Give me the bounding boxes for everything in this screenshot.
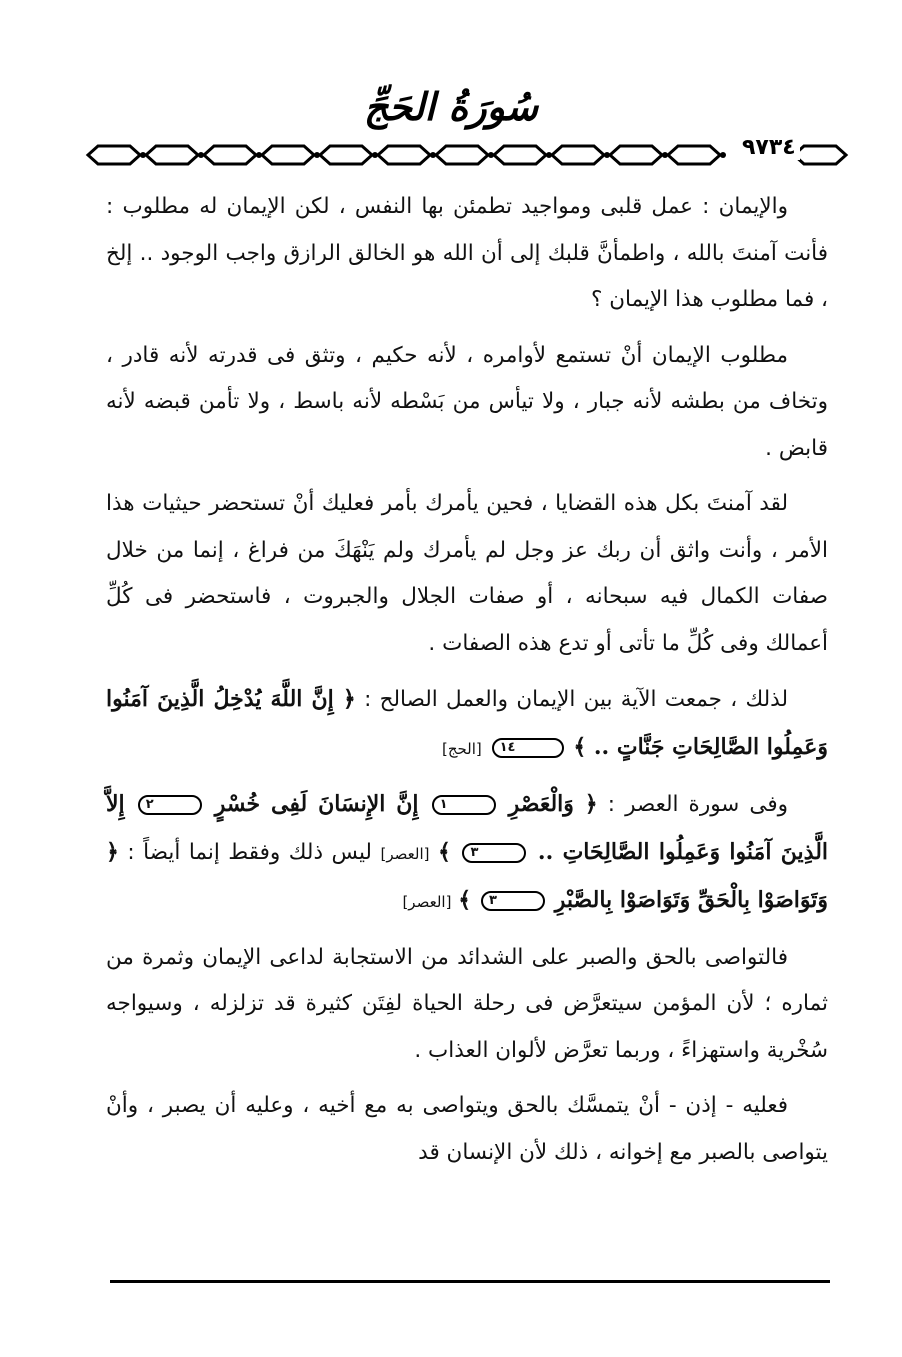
paragraph-6: فالتواصى بالحق والصبر على الشدائد من الاستجابة لداعى الإيمان وثمرة من ثماره ؛ لأن المؤمن سيتعرَّض فى رحلة الحياة لفِتَن كثيرة قد تزلزله ، وسيواجه سُخْرية واستهزاءً ، وربما تعرَّض لألوان العذاب .	[106, 944, 828, 1063]
paragraph-7: فعليه - إذن - أنْ يتمسَّك بالحق ويتواصى به مع أخيه ، وعليه أن يصبر ، وأنْ يتواصى بالصبر مع إخوانه ، ذلك لأن الإنسان قد	[106, 1093, 828, 1165]
header-ornament	[82, 135, 852, 172]
ornament-border-icon	[82, 138, 852, 172]
verse-number: ١	[432, 795, 496, 815]
quran-verse: ﴿ إِنَّ اللَّهَ يُدْخِلُ الَّذِينَ آمَنُوا وَعَمِلُوا الصَّالِحَاتِ جَنَّاتٍ .. ﴾	[106, 686, 828, 760]
quran-verse: ﴿ وَالْعَصْرِ	[508, 791, 598, 817]
paragraph-4	[106, 676, 828, 772]
page-number: ٩٧٣٤	[738, 135, 800, 160]
footer-rule	[110, 1280, 830, 1283]
surah-reference: [العصر]	[380, 844, 430, 863]
paragraph-3: لقد آمنتَ بكل هذه القضايا ، فحين يأمرك بأمر فعليك أنْ تستحضر حيثيات هذا الأمر ، وأنت واثق أن ربك عز وجل لم يأمرك ولم يَنْهَكَ من فراغ ، إنما من خلال صفات الكمال فيه سبحانه ، أو صفات الجلال والجبروت ، فاستحضر فى كُلِّ أعمالك وفى كُلِّ ما تأتى أو تدع هذه الصفات .	[106, 491, 828, 656]
verse-number: ١٤	[492, 738, 564, 758]
closing-bracket: ﴾	[458, 888, 472, 913]
paragraph-5-intro: وفى سورة العصر :	[607, 792, 788, 817]
closing-bracket: ﴾	[438, 839, 451, 865]
quran-verse: إِنَّ الإِنسَانَ لَفِى خُسْرٍ	[214, 791, 419, 817]
surah-reference: [الحج]	[441, 739, 482, 758]
surah-reference: [العصر]	[402, 893, 452, 911]
paragraph-1: والإيمان : عمل قلبى ومواجيد تطمئن بها النفس ، لكن الإيمان له مطلوب : فأنت آمنتَ بالله ، واطمأنَّ قلبك إلى أن الله هو الخالق الرازق واجب الوجود .. إلخ ، فما مطلوب هذا الإيمان ؟	[106, 194, 828, 312]
paragraph-5-mid: ليس ذلك وفقط إنما أيضاً :	[127, 839, 372, 865]
body-text	[106, 184, 828, 1185]
quran-verse: إِلاَّ الَّذِينَ آمَنُوا وَعَمِلُوا الصَّالِحَاتِ ..	[106, 791, 829, 865]
verse-number: ٣	[481, 891, 545, 911]
paragraph-2: مطلوب الإيمان أنْ تستمع لأوامره ، لأنه حكيم ، وتثق فى قدرته لأنه قادر ، وتخاف من بطشه لأنه جبار ، ولا تيأس من بَسْطه لأنه باسط ، ولا تأمن قبضه لأنه قابض .	[106, 342, 828, 461]
surah-title: سُورَةُ الحَجِّ	[363, 84, 539, 129]
verse-number: ٢	[138, 795, 202, 815]
quran-verse: ﴿ وَتَوَاصَوْا بِالْحَقِّ وَتَوَاصَوْا بِالصَّبْرِ	[106, 838, 828, 913]
paragraph-4-intro: لذلك ، جمعت الآية بين الإيمان والعمل الصالح :	[364, 687, 788, 712]
verse-number: ٣	[462, 843, 526, 863]
paragraph-5	[106, 781, 828, 926]
